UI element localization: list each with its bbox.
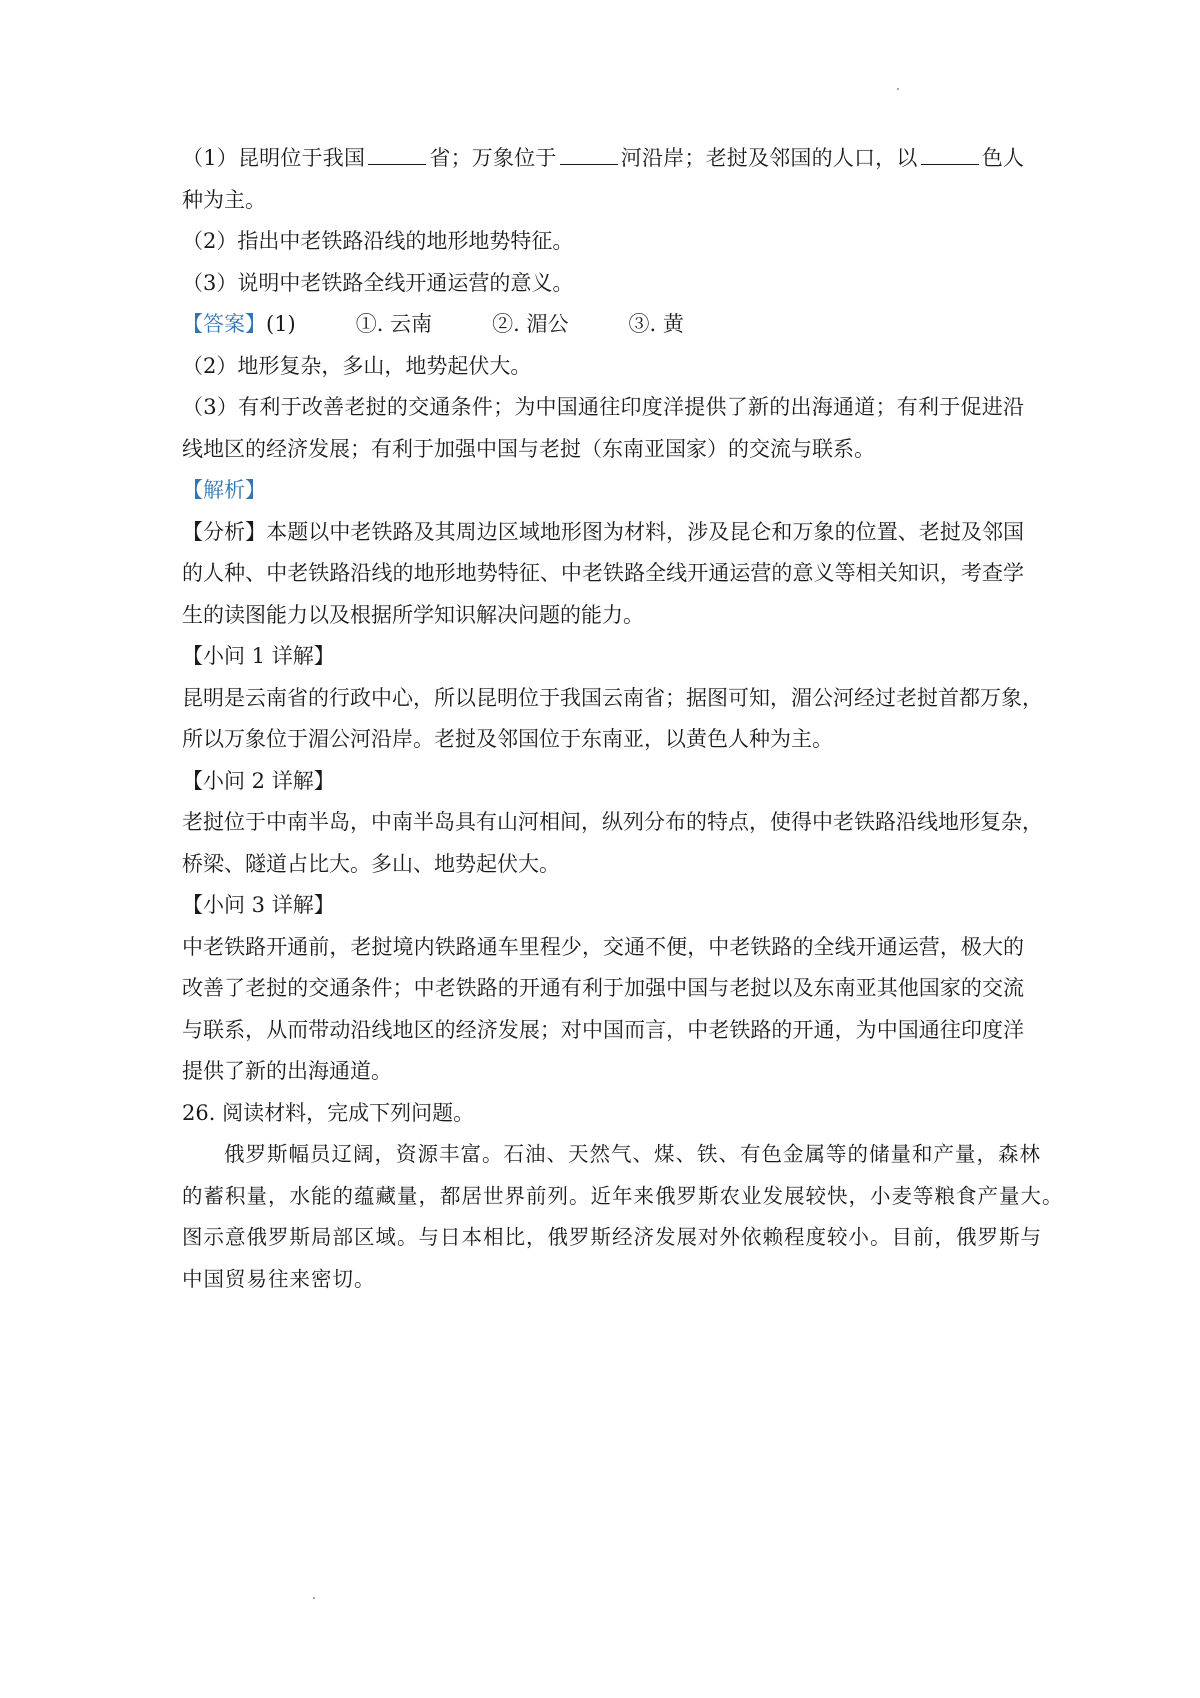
detail-3-line2: 改善了老挝的交通条件；中老铁路的开通有利于加强中国与老挝以及东南亚其他国家的交流 [182,976,1024,1000]
answer-3-line2: 线地区的经济发展；有利于加强中国与老挝（东南亚国家）的交流与联系。 [182,436,875,461]
q25-sub3: （3）说明中老铁路全线开通运营的意义。 [182,270,574,295]
detail-1-line2: 所以万象位于湄公河沿岸。老挝及邻国位于东南亚，以黄色人种为主。 [182,727,833,751]
answer-line [182,304,1024,346]
material-line2: 的蓄积量，水能的蕴藏量，都居世界前列。近年来俄罗斯农业发展较快，小麦等粮食产量大。 [182,1183,1064,1208]
detail-3-title: 【小问 3 详解】 [182,893,335,917]
answer-2: （2）地形复杂，多山，地势起伏大。 [182,353,532,378]
analysis-tag: 【解析】 [182,478,266,502]
material-line1: 俄罗斯幅员辽阔，资源丰富。石油、天然气、煤、铁、有色金属等的储量和产量，森林 [224,1142,1041,1166]
analysis-line3: 生的读图能力以及根据所学知识解决问题的能力。 [182,602,644,627]
detail-2-line1: 老挝位于中南半岛，中南半岛具有山河相间，纵列分布的特点，使得中老铁路沿线地形复杂， [182,810,1043,834]
q25-sub2: （2）指出中老铁路沿线的地形地势特征。 [182,229,574,253]
detail-3-line4: 提供了新的出海通道。 [182,1059,392,1083]
answer-option-2: ②. 湄公 [492,312,569,336]
fill-blank-2 [560,146,618,165]
detail-2-line2: 桥梁、隧道占比大。多山、地势起伏大。 [182,851,560,876]
scan-speck [897,88,899,90]
fill-blank-3 [921,146,979,165]
answer-option-1: ①. 云南 [355,312,433,336]
q26-stem: 26. 阅读材料，完成下列问题。 [182,1100,475,1125]
answer-option-3: ③. 黄 [628,312,684,336]
material-line4: 中国贸易往来密切。 [182,1266,376,1291]
detail-3-line3: 与联系，从而带动沿线地区的经济发展；对中国而言，中老铁路的开通，为中国通往印度洋 [182,1017,1024,1042]
scan-speck [313,1597,315,1599]
detail-1-title: 【小问 1 详解】 [182,644,335,668]
answer-first: (1) [266,312,296,336]
fill-blank-1 [368,146,426,165]
answer-tag: 【答案】 [182,312,266,336]
detail-1-line1: 昆明是云南省的行政中心，所以昆明位于我国云南省；据图可知，湄公河经过老挝首都万象， [182,685,1043,710]
q25-sub1-line1: （1）昆明位于我国 省；万象位于 河沿岸；老挝及邻国的人口，以 色人 [182,146,1024,170]
document-body [182,138,1064,1300]
material-line3: 图示意俄罗斯局部区域。与日本相比，俄罗斯经济发展对外依赖程度较小。目前，俄罗斯与 [182,1225,1042,1249]
q26-material [182,1134,1064,1300]
detail-2-title: 【小问 2 详解】 [182,768,335,793]
detail-3-line1: 中老铁路开通前，老挝境内铁路通车里程少，交通不便，中老铁路的全线开通运营，极大的 [182,934,1024,959]
answer-3-line1: （3）有利于改善老挝的交通条件；为中国通往印度洋提供了新的出海通道；有利于促进沿 [182,395,1024,419]
q25-sub1-line2: 种为主。 [182,187,266,212]
analysis-line2: 的人种、中老铁路沿线的地形地势特征、中老铁路全线开通运营的意义等相关知识，考查学 [182,561,1024,585]
analysis-line1: 【分析】本题以中老铁路及其周边区域地形图为材料，涉及昆仑和万象的位置、老挝及邻国 [182,519,1024,544]
